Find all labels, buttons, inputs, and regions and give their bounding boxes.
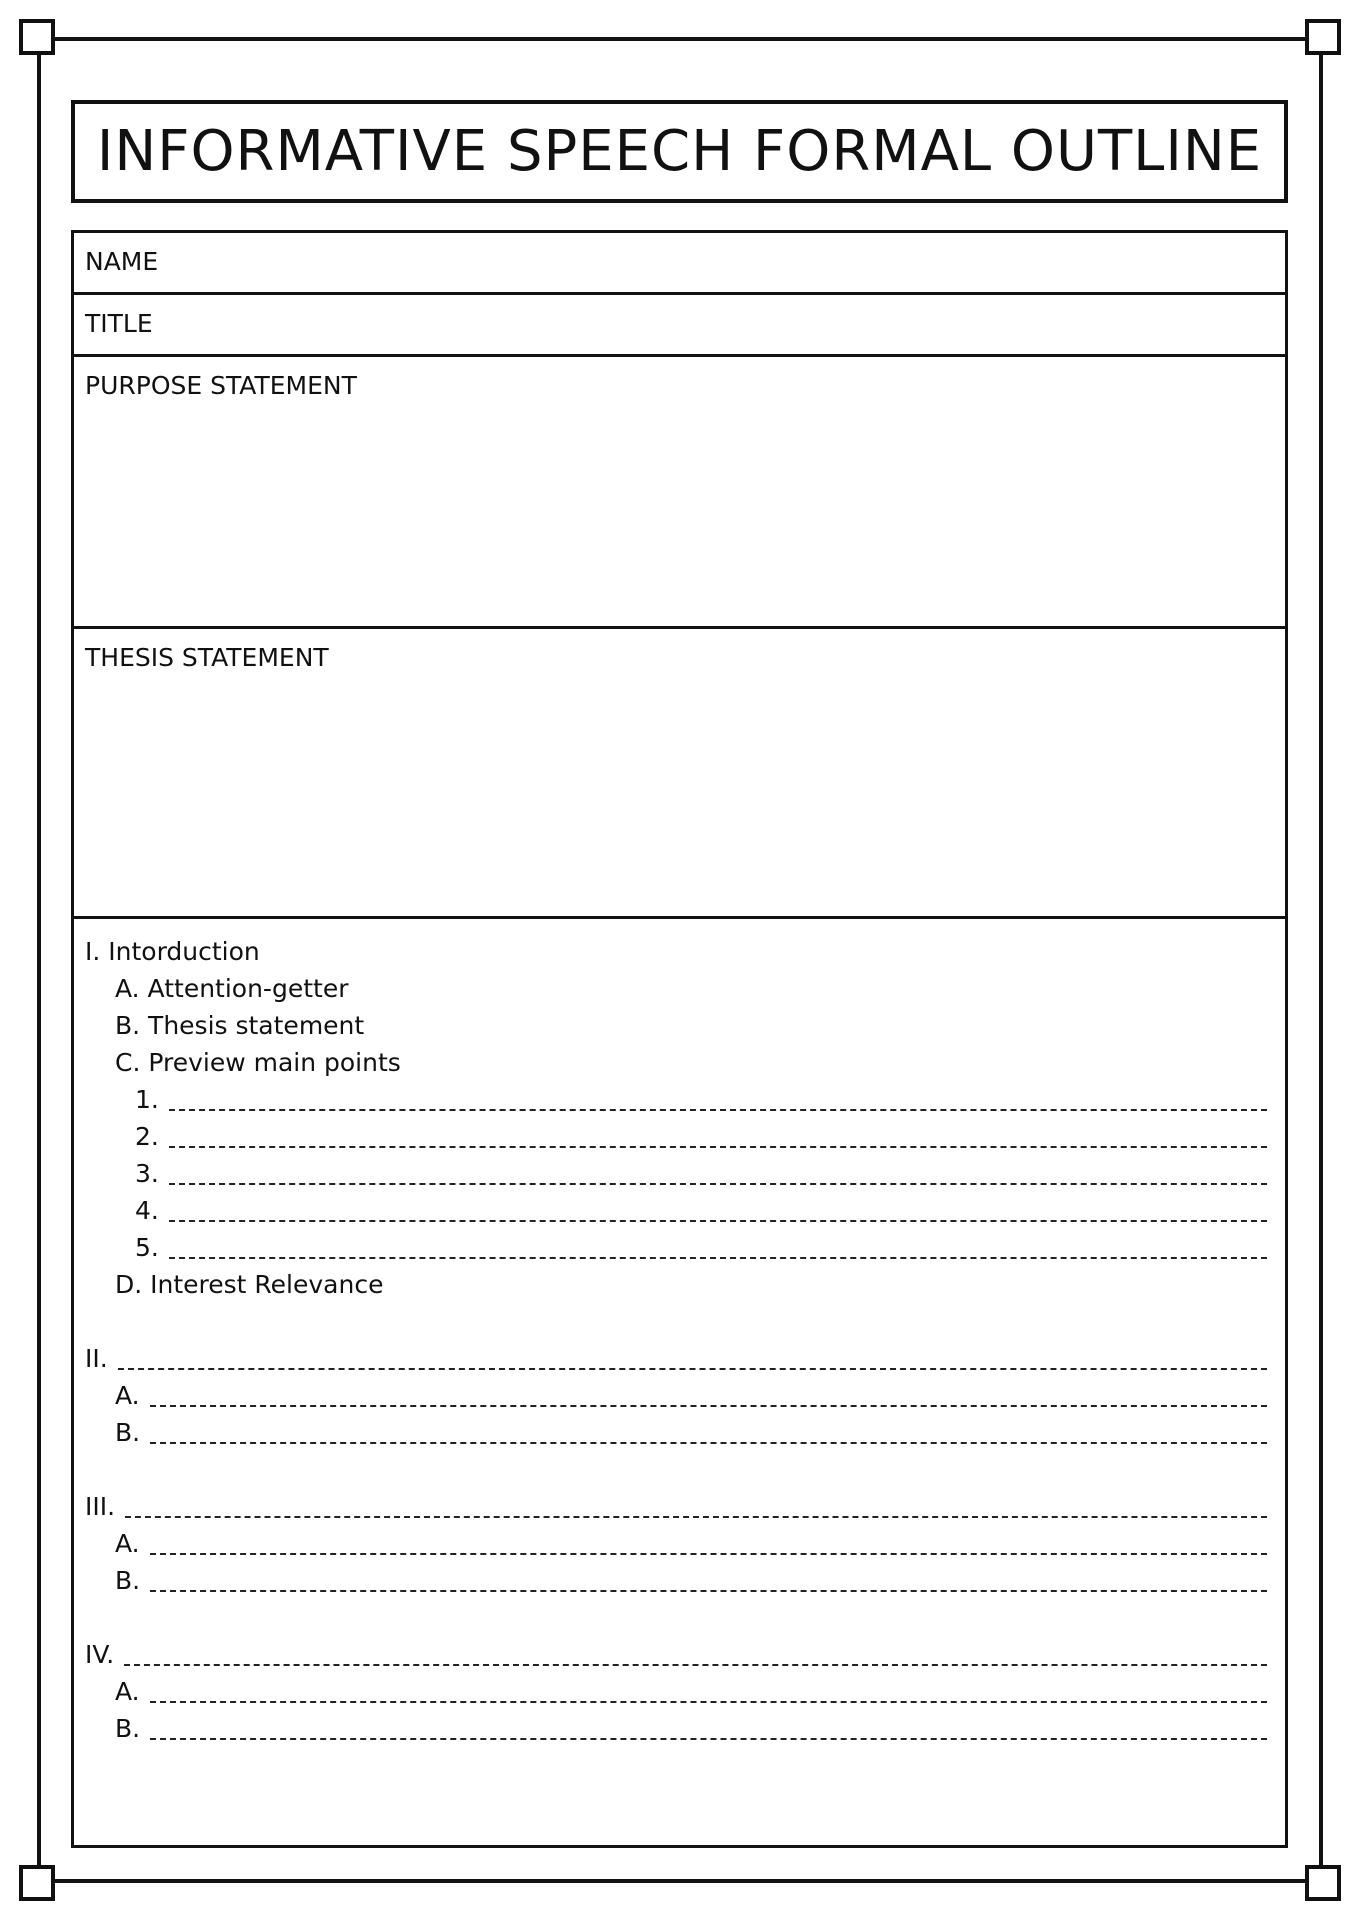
purpose-statement-field[interactable]	[74, 357, 1285, 629]
thesis-statement-label: THESIS STATEMENT	[85, 643, 329, 672]
preview-point-4: 4.	[85, 1192, 1267, 1229]
section-4-b: B.	[85, 1710, 1267, 1747]
preview-point-4-blank[interactable]	[169, 1220, 1267, 1222]
page-title: INFORMATIVE SPEECH FORMAL OUTLINE	[96, 119, 1263, 184]
section-2-heading-blank[interactable]	[118, 1368, 1267, 1370]
section-2-a-blank[interactable]	[150, 1405, 1267, 1407]
corner-square-bottom-right	[1305, 1865, 1341, 1901]
preview-point-2-blank[interactable]	[169, 1146, 1267, 1148]
outline-intro-d: D. Interest Relevance	[115, 1270, 384, 1299]
title-field[interactable]	[74, 295, 1285, 357]
preview-point-2: 2.	[85, 1118, 1267, 1155]
section-2-b: B.	[85, 1414, 1267, 1451]
outline-intro-c: C. Preview main points	[115, 1048, 401, 1077]
purpose-statement-label: PURPOSE STATEMENT	[85, 371, 357, 400]
preview-point-1-blank[interactable]	[169, 1109, 1267, 1111]
section-4-heading-blank[interactable]	[124, 1664, 1267, 1666]
outline-intro-b: B. Thesis statement	[115, 1011, 365, 1040]
preview-point-1: 1.	[85, 1081, 1267, 1118]
section-3-a: A.	[85, 1525, 1267, 1562]
section-2-heading: II.	[85, 1340, 1267, 1377]
preview-point-5: 5.	[85, 1229, 1267, 1266]
preview-point-5-blank[interactable]	[169, 1257, 1267, 1259]
section-3-heading: III.	[85, 1488, 1267, 1525]
section-3-b: B.	[85, 1562, 1267, 1599]
section-2-b-blank[interactable]	[150, 1442, 1267, 1444]
name-label: NAME	[85, 247, 159, 276]
section-4-heading: IV.	[85, 1636, 1267, 1673]
corner-square-top-left	[19, 19, 55, 55]
section-4-a: A.	[85, 1673, 1267, 1710]
outline-section	[74, 919, 1285, 1747]
corner-square-top-right	[1305, 19, 1341, 55]
section-3-a-blank[interactable]	[150, 1553, 1267, 1555]
outline-intro-heading: I. Intorduction	[85, 937, 260, 966]
section-3-b-blank[interactable]	[150, 1590, 1267, 1592]
title-label: TITLE	[85, 309, 153, 338]
name-field[interactable]	[74, 233, 1285, 295]
outline-intro-a: A. Attention-getter	[115, 974, 349, 1003]
thesis-statement-field[interactable]	[74, 629, 1285, 919]
preview-point-3-blank[interactable]	[169, 1183, 1267, 1185]
section-4-a-blank[interactable]	[150, 1701, 1267, 1703]
preview-point-3: 3.	[85, 1155, 1267, 1192]
section-4-b-blank[interactable]	[150, 1738, 1267, 1740]
section-3-heading-blank[interactable]	[125, 1516, 1267, 1518]
title-box	[71, 100, 1288, 203]
outline-form	[71, 230, 1288, 1848]
section-2-a: A.	[85, 1377, 1267, 1414]
corner-square-bottom-left	[19, 1865, 55, 1901]
